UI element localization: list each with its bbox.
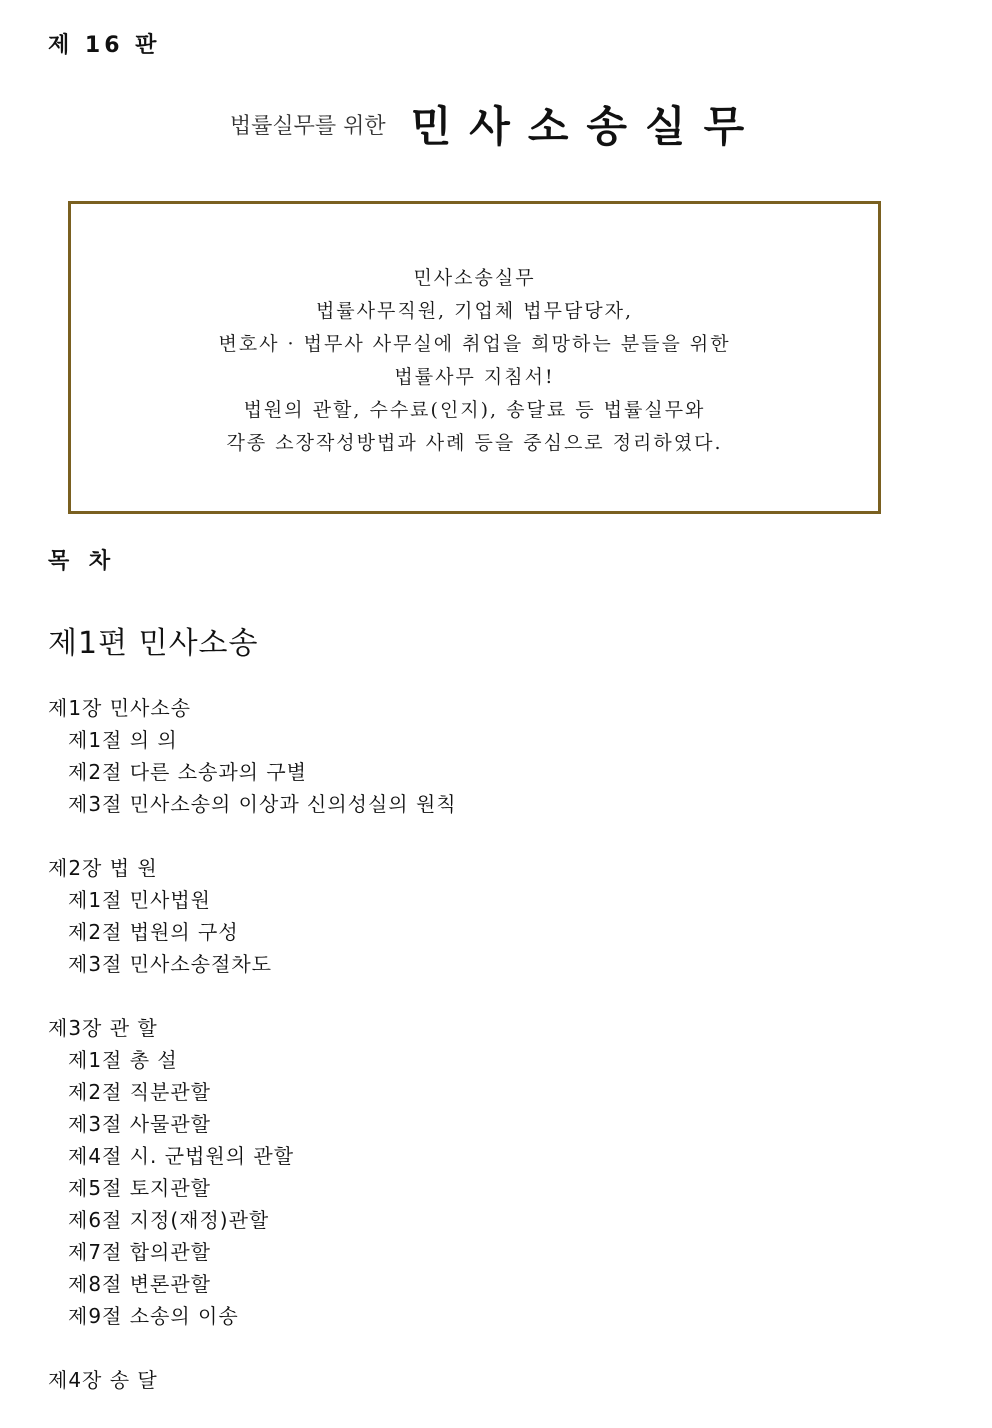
book-subtitle: 법률실무를 위한: [229, 113, 386, 139]
section-item: 제5절 토지관할: [68, 1176, 212, 1200]
chapter-title: 제2장 법 원: [48, 856, 158, 880]
section-item: 제3절 민사소송의 이상과 신의성실의 원칙: [68, 792, 457, 816]
section-item: 제3절 민사소송절차도: [68, 952, 272, 976]
section-item: 제2절 법원의 구성: [68, 920, 239, 944]
summary-line: 법원의 관할, 수수료(인지), 송달료 등 법률실무와: [243, 399, 706, 421]
table-of-contents: [48, 692, 948, 1428]
summary-lines: [71, 262, 878, 460]
summary-line: 법률사무직원, 기업체 법무담당자,: [315, 300, 634, 322]
section-item: 제6절 지정(재정)관할: [68, 1208, 270, 1232]
chapter-title: 제1장 민사소송: [48, 696, 192, 720]
section-item: 제3절 사물관할: [68, 1112, 212, 1136]
chapter-title: 제3장 관 할: [48, 1016, 158, 1040]
title-row: [0, 94, 992, 154]
toc-heading: 목 차: [48, 549, 117, 574]
section-item: 제7절 합의관할: [68, 1240, 212, 1264]
section-item: 제1절 총 설: [68, 1048, 178, 1072]
book-title: 민사소송실무: [410, 102, 763, 151]
section-item: 제1절 의 의: [68, 728, 178, 752]
summary-box: [68, 201, 881, 514]
section-item: 제2절 직분관할: [68, 1080, 212, 1104]
chapter-title: 제4장 송 달: [48, 1368, 158, 1392]
chapter-4: [48, 1364, 948, 1396]
section-item: 제8절 변론관할: [68, 1272, 212, 1296]
summary-line: 법률사무 지침서!: [394, 366, 555, 388]
edition-label: 제 16 판: [48, 33, 161, 58]
section-item: 제1절 민사법원: [68, 888, 212, 912]
chapter-1: [48, 692, 948, 820]
summary-line: 각종 소장작성방법과 사례 등을 중심으로 정리하였다.: [226, 432, 723, 454]
chapter-3: [48, 1012, 948, 1332]
section-item: 제2절 다른 소송과의 구별: [68, 760, 307, 784]
summary-line: 민사소송실무: [413, 267, 536, 289]
section-item: 제4절 시. 군법원의 관할: [68, 1144, 295, 1168]
section-item: 제9절 소송의 이송: [68, 1304, 239, 1328]
part-title: 제1편 민사소송: [48, 626, 259, 661]
chapter-2: [48, 852, 948, 980]
summary-line: 변호사 · 법무사 사무실에 취업을 희망하는 분들을 위한: [218, 333, 731, 355]
